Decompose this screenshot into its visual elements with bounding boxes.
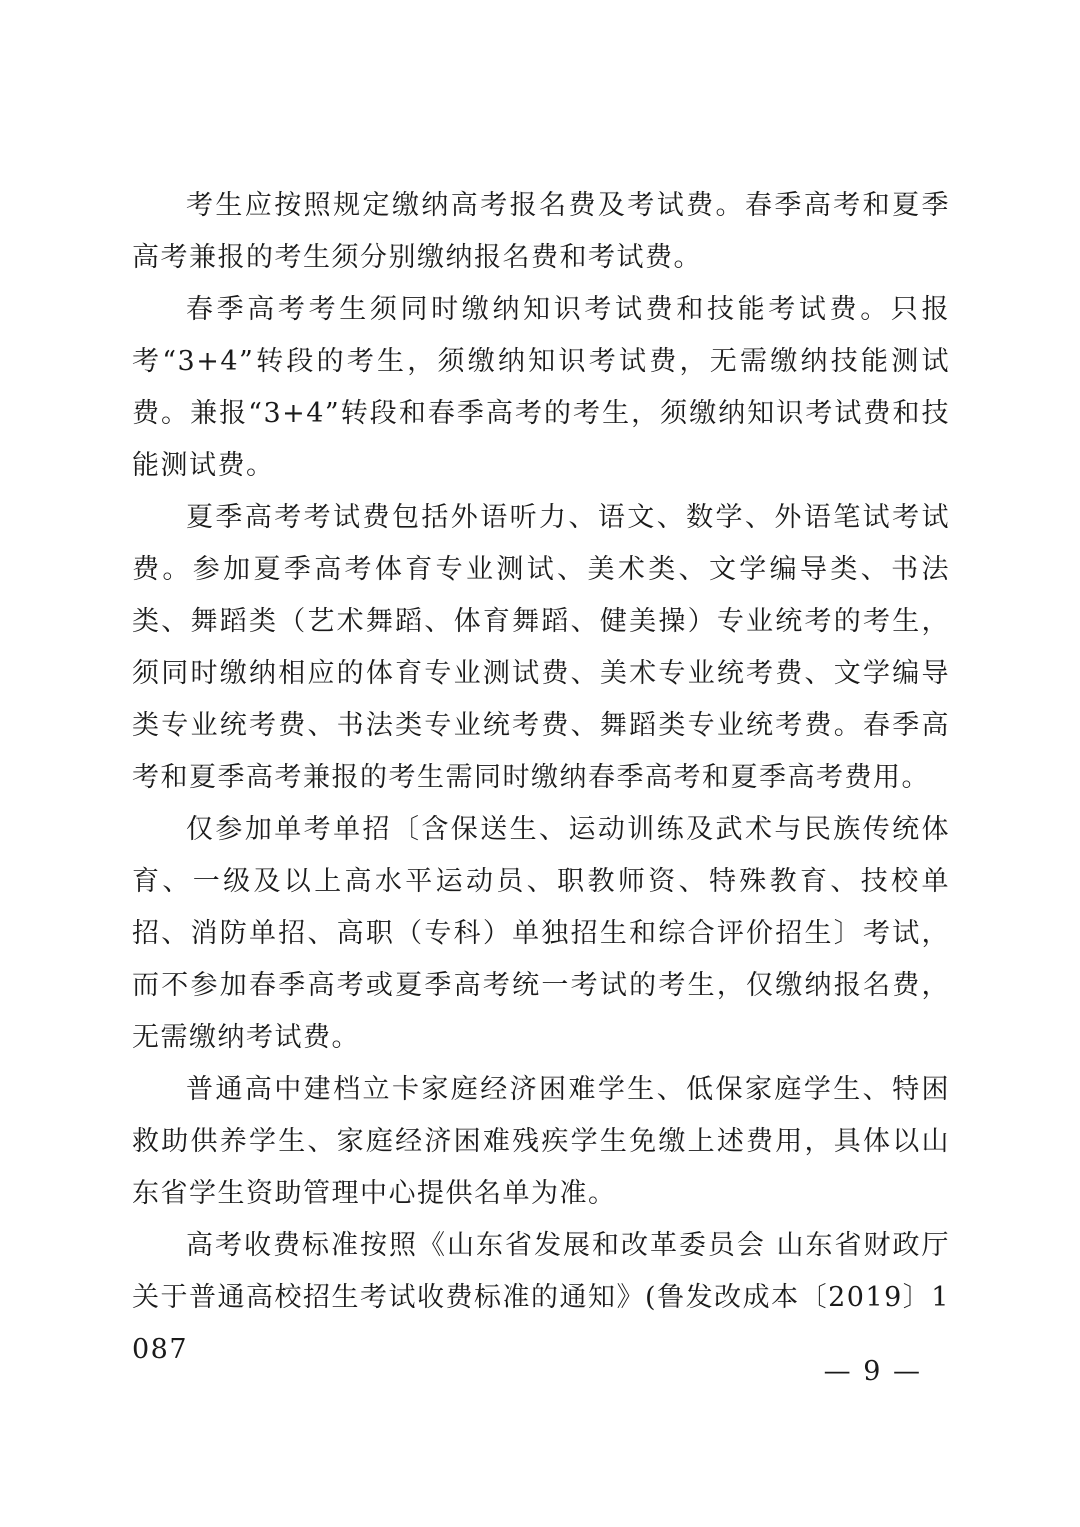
paragraph-summer-exam-fees: 夏季高考考试费包括外语听力、语文、数学、外语笔试考试费。参加夏季高考体育专业测试、美术类、文学编导类、书法类、舞蹈类（艺术舞蹈、体育舞蹈、健美操）专业统考的考生，须同时缴纳相应的体育专业测试费、美术专业统考费、文学编导类专业统考费、书法类专业统考费、舞蹈类专业统考费。春季高考和夏季高考兼报的考生需同时缴纳春季高考和夏季高考费用。 bbox=[132, 502, 950, 793]
paragraph-fees-overview: 考生应按照规定缴纳高考报名费及考试费。春季高考和夏季高考兼报的考生须分别缴纳报名费和考试费。 bbox=[132, 190, 950, 273]
paragraph-fee-exemption: 普通高中建档立卡家庭经济困难学生、低保家庭学生、特困救助供养学生、家庭经济困难残疾学生免缴上述费用，具体以山东省学生资助管理中心提供名单为准。 bbox=[132, 1074, 950, 1209]
paragraph-fee-standard: 高考收费标准按照《山东省发展和改革委员会 山东省财政厅关于普通高校招生考试收费标准的通知》(鲁发改成本〔2019〕1087 bbox=[132, 1230, 950, 1365]
document-body bbox=[132, 180, 950, 1376]
page-number: — 9 — bbox=[823, 1356, 922, 1387]
paragraph-single-exam-fees: 仅参加单考单招〔含保送生、运动训练及武术与民族传统体育、一级及以上高水平运动员、职教师资、特殊教育、技校单招、消防单招、高职（专科）单独招生和综合评价招生〕考试，而不参加春季高考或夏季高考统一考试的考生，仅缴纳报名费，无需缴纳考试费。 bbox=[132, 814, 950, 1053]
paragraph-spring-exam-fees: 春季高考考生须同时缴纳知识考试费和技能考试费。只报考“3+4”转段的考生，须缴纳知识考试费，无需缴纳技能测试费。兼报“3+4”转段和春季高考的考生，须缴纳知识考试费和技能测试费。 bbox=[132, 294, 950, 481]
